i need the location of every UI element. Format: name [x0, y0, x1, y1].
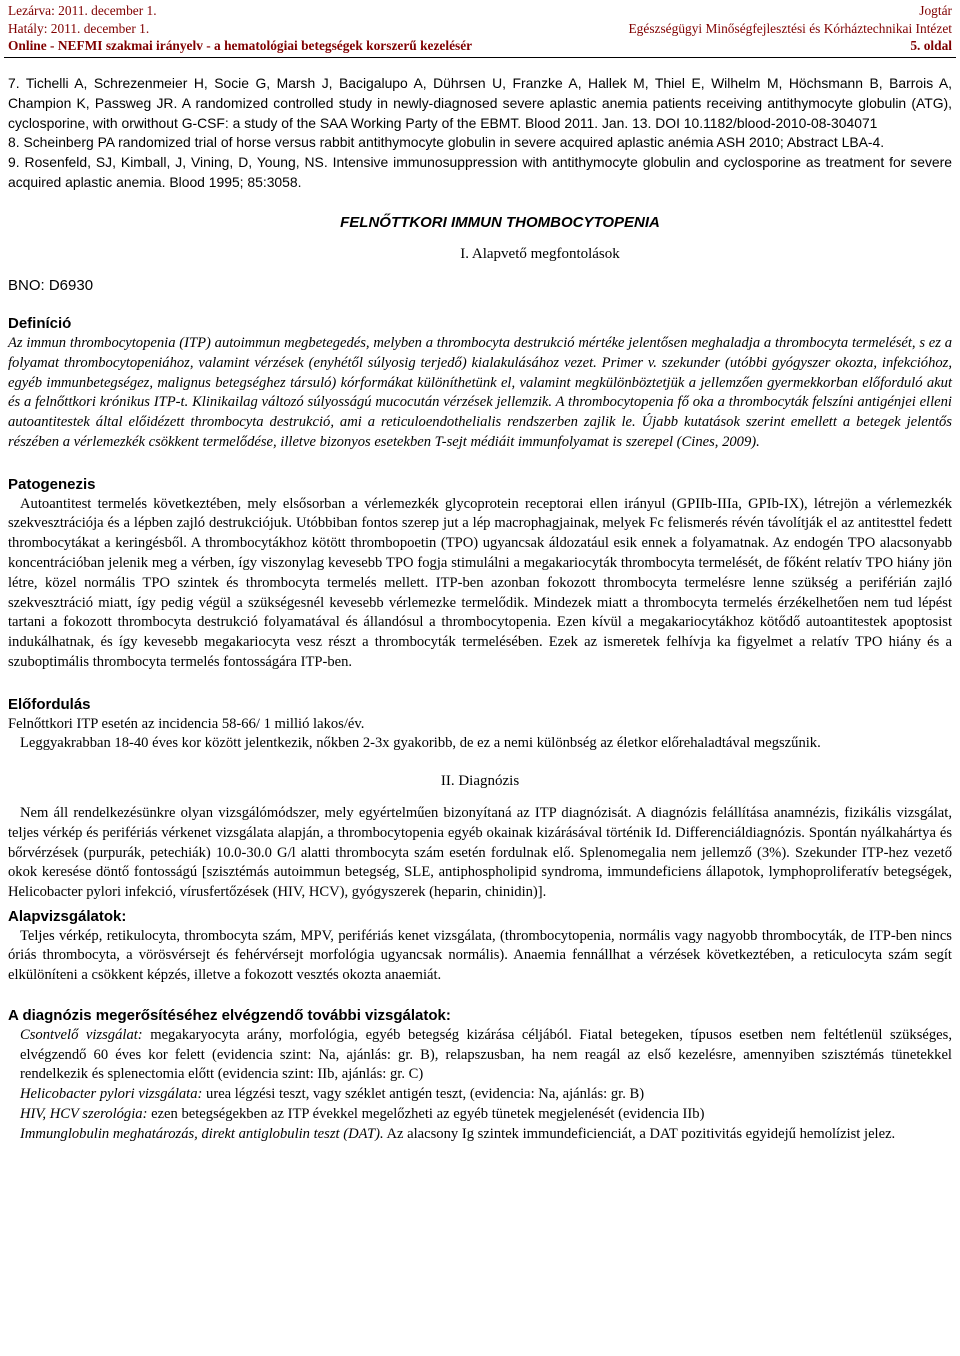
page-header	[4, 0, 956, 58]
diagnosis-text: Nem áll rendelkezésünkre olyan vizsgálómódszer, mely egyértelműen bizonyítaná az ITP diagnózisát. A diagnózis felállítása anamnézis, fizikális vizsgálat, teljes vérkép és perifériás vérkenet vizsgálata alapján, a thrombocytopenia egyéb okainak kizárásával történik Id. Differenciáldiagnózis. Spontán nyálkahártya és bőrvérzések (purpurák, petechiák) 10.0-30.0 G/l alatti thrombocyta szám esetén fordulnak elő. Splenomegalia nem jellemző (3%). Szekunder ITP-hez vezető okok keresése döntő fontosságú [szisztémás autoimmun betegség, SLE, antiphospholipid syndroma, immundeficiens állapotok, lymphoproliferatív betegségek, Helicobacter pylori infekció, vírusfertőzések (HIV, HCV), gyógyszerek (heparin, chinidin)].	[8, 804, 952, 901]
further-test-label: Helicobacter pylori vizsgálata:	[20, 1086, 203, 1103]
further-test-text: urea légzési teszt, vagy széklet antigén teszt, (evidencia: Na, ajánlás: gr. B)	[202, 1086, 645, 1103]
heading-further-tests: A diagnózis megerősítéséhez elvégzendő további vizsgálatok:	[8, 1007, 451, 1025]
reference-list	[8, 74, 952, 193]
heading-pathogenesis: Patogenezis	[8, 475, 96, 493]
further-test-item	[8, 1125, 952, 1145]
header-effective-date: Hatály: 2011. december 1.	[8, 20, 150, 36]
further-test-item	[8, 1105, 952, 1125]
basic-tests-text: Teljes vérkép, retikulocyta, thrombocyta szám, MPV, perifériás kenet vizsgálata, (thrombocytopenia, normális vagy nagyobb thrombocyták, de ITP-ben nincs óriás thrombocyta, a vörösvérsejt és fehérvérsejt morfológia ugyancsak normális). Anaemia fennállhat a vérzések következtében, a reticulocyta szám segít elkülöníteni a csökkent képzés, illetve a fokozott vesztés okozta anaemiát.	[8, 927, 952, 984]
bno-code: BNO: D6930	[8, 277, 94, 295]
pathogenesis-text: Autoantitest termelés következtében, mely elsősorban a vérlemezkék glycoprotein receptorai ellen irányul (GPIIb-IIIa, GPIb-IX), létrejön a vérlemezkék szekvesztrációja és a lépben zajló destrukciójuk. Utóbbiban fontos szerep jut a lép macrophagjainak, melyek Fc felismerés révén távolítják el az antitesttel fedett thrombocytákat a keringésből. A thrombocytákhoz kötött thrombopoetin (TPO) ugyancsak áldozatául esik ennek a folyamatnak. Az endogén TPO alacsonyabb koncentrációban jelenik meg a vérben, így viszonylag kevesebb TPO fogja stimulálni a megakariocyták thrombocyta termelését, de főként relatív TPO hiány jön létre, közel normális TPO szintek és thrombocyta termelés mellett. ITP-ben azonban fokozott thrombocyta termelésre lenne szükség a periférián zajló szekvesztráció miatt, így pedig végül a szükségesnél kevesebb vérlemezke termelődik. Mindezek miatt a thrombocyta termelés érzékelhetően nem tud lépést tartani a fokozott thrombocyta destrukció folyamatával és állandósul a thrombocytopenia. Ezen kívül a megakariocytákhoz kötődő autoantitestek apoptosist indukálhatnak, és így kevesebb megakariocyta vesz részt a thrombocyták termelésében. Ezek az ismeretek felhívja ka figyelmet a relatív TPO hiány és a szuboptimális thrombocyta termelés fontosságára ITP-ben.	[8, 495, 952, 670]
heading-basic-tests: Alapvizsgálatok:	[8, 907, 127, 925]
page-content	[4, 58, 956, 1145]
header-left	[8, 2, 472, 55]
further-test-label: Immunglobulin meghatározás, direkt antiglobulin teszt (DAT).	[20, 1125, 384, 1142]
section-heading-basics: I. Alapvető megfontolások	[460, 245, 620, 262]
occurrence-age: Leggyakrabban 18-40 éves kor között jelentkezik, nőkben 2-3x gyakoribb, de ez a nemi különbség az életkor előrehaladtával megszűnik.	[20, 735, 821, 752]
occurrence-incidence: Felnőttkori ITP esetén az incidencia 58-66/ 1 millió lakos/év.	[8, 715, 365, 732]
further-test-text: ezen betegségekben az ITP évekkel megelőzheti az egyéb tünetek megjelenését (evidencia IIb)	[147, 1106, 705, 1123]
further-test-item	[8, 1026, 952, 1085]
document-title: FELNŐTTKORI IMMUN THOMBOCYTOPENIA	[340, 213, 660, 231]
further-test-label: HIV, HCV szerológia:	[20, 1106, 148, 1123]
header-source: Jogtár	[919, 3, 952, 18]
further-test-item	[8, 1085, 952, 1105]
reference-item: 7. Tichelli A, Schrezenmeier H, Socie G, Marsh J, Bacigalupo A, Dührsen U, Franzke A, Hallek M, Thiel E, Wilhelm M, Höchsmann B, Barrois A, Champion K, Passweg JR. A randomized controlled study in newly-diagnosed severe aplastic anemia patients receiving antithymocyte globulin (ATG), cyclosporine, with orwithout G-CSF: a study of the SAA Working Party of the EBMT. Blood 2011. Jan. 13. DOI 10.1182/blood-2010-08-304071	[8, 75, 952, 131]
heading-definition: Definíció	[8, 315, 72, 333]
reference-item: 8. Scheinberg PA randomized trial of horse versus rabbit antithymocyte globulin in severe acquired aplastic anémia ASH 2010; Abstract LBA-4.	[8, 134, 885, 151]
reference-item: 9. Rosenfeld, SJ, Kimball, J, Vining, D, Young, NS. Intensive immunosuppression with antithymocyte globulin and cyclosporine as treatment for severe acquired aplastic anemia. Blood 1995; 85:3058.	[8, 154, 952, 190]
header-page-number: 5. oldal	[910, 38, 952, 53]
definition-text: Az immun thrombocytopenia (ITP) autoimmun megbetegedés, melyben a thrombocyta destrukció mértéke jelentősen meghaladja a thrombocyta termelését, s ez a folyamat thrombocytopeniához, valamint vérzések (enyhétől súlyosig terjedő) kialakulásához vezet. Primer v. szekunder (utóbbi gyógyszer okozta, infekcióhoz, egyéb immunbetegségez, malignus betegséghez társuló) kórformákat különíthetünk el, valamint megkülönböztetjük a jellemzően gyermekkorban előforduló akut és a felnőttkori krónikus ITP-t. Klinikailag változó súlyosságú mucocután vérzések jellemzik. A thrombocytopenia fő oka a thrombocyták felszíni antigénjei elleni autoantitestek által előidézett thrombocyta destrukció, ami a reticuloendothelialis rendszerben zajlik le. Újabb kutatások szerint emellett a betegek jelentős részében a vérlemezkék csökkent termelődése, illetve bizonyos esetekben T-sejt médiáit immunfolyamat is szerepel (Cines, 2009).	[8, 334, 952, 450]
header-document-title: Online - NEFMI szakmai irányelv - a hematológiai betegségek korszerű kezelésér	[8, 38, 473, 53]
further-test-text: Az alacsony Ig szintek immundeficienciát, a DAT pozitivitás egyidejű hemolízist jelez.	[383, 1125, 896, 1142]
header-closed-date: Lezárva: 2011. december 1.	[8, 3, 157, 18]
header-institute: Egészségügyi Minőségfejlesztési és Kórháztechnikai Intézet	[628, 20, 952, 36]
further-test-label: Csontvelő vizsgálat:	[20, 1026, 143, 1043]
heading-occurrence: Előfordulás	[8, 695, 91, 713]
section-heading-diagnosis: II. Diagnózis	[440, 773, 520, 790]
header-right	[629, 2, 953, 55]
further-test-text: megakaryocyta arány, morfológia, egyéb betegség kizárása céljából. Fiatal betegeken, típusos esetben nem feltétlenül szükséges, elvégzendő 60 éves kor felett (evidencia szint: Na, ajánlás: gr. B), relapszusban, ha nem reagál az első kezelésre, amennyiben szisztémás tünetekkel rendelkezik és splenectomia előtt (evidencia szint: IIb, ajánlás: gr. C)	[20, 1026, 952, 1083]
